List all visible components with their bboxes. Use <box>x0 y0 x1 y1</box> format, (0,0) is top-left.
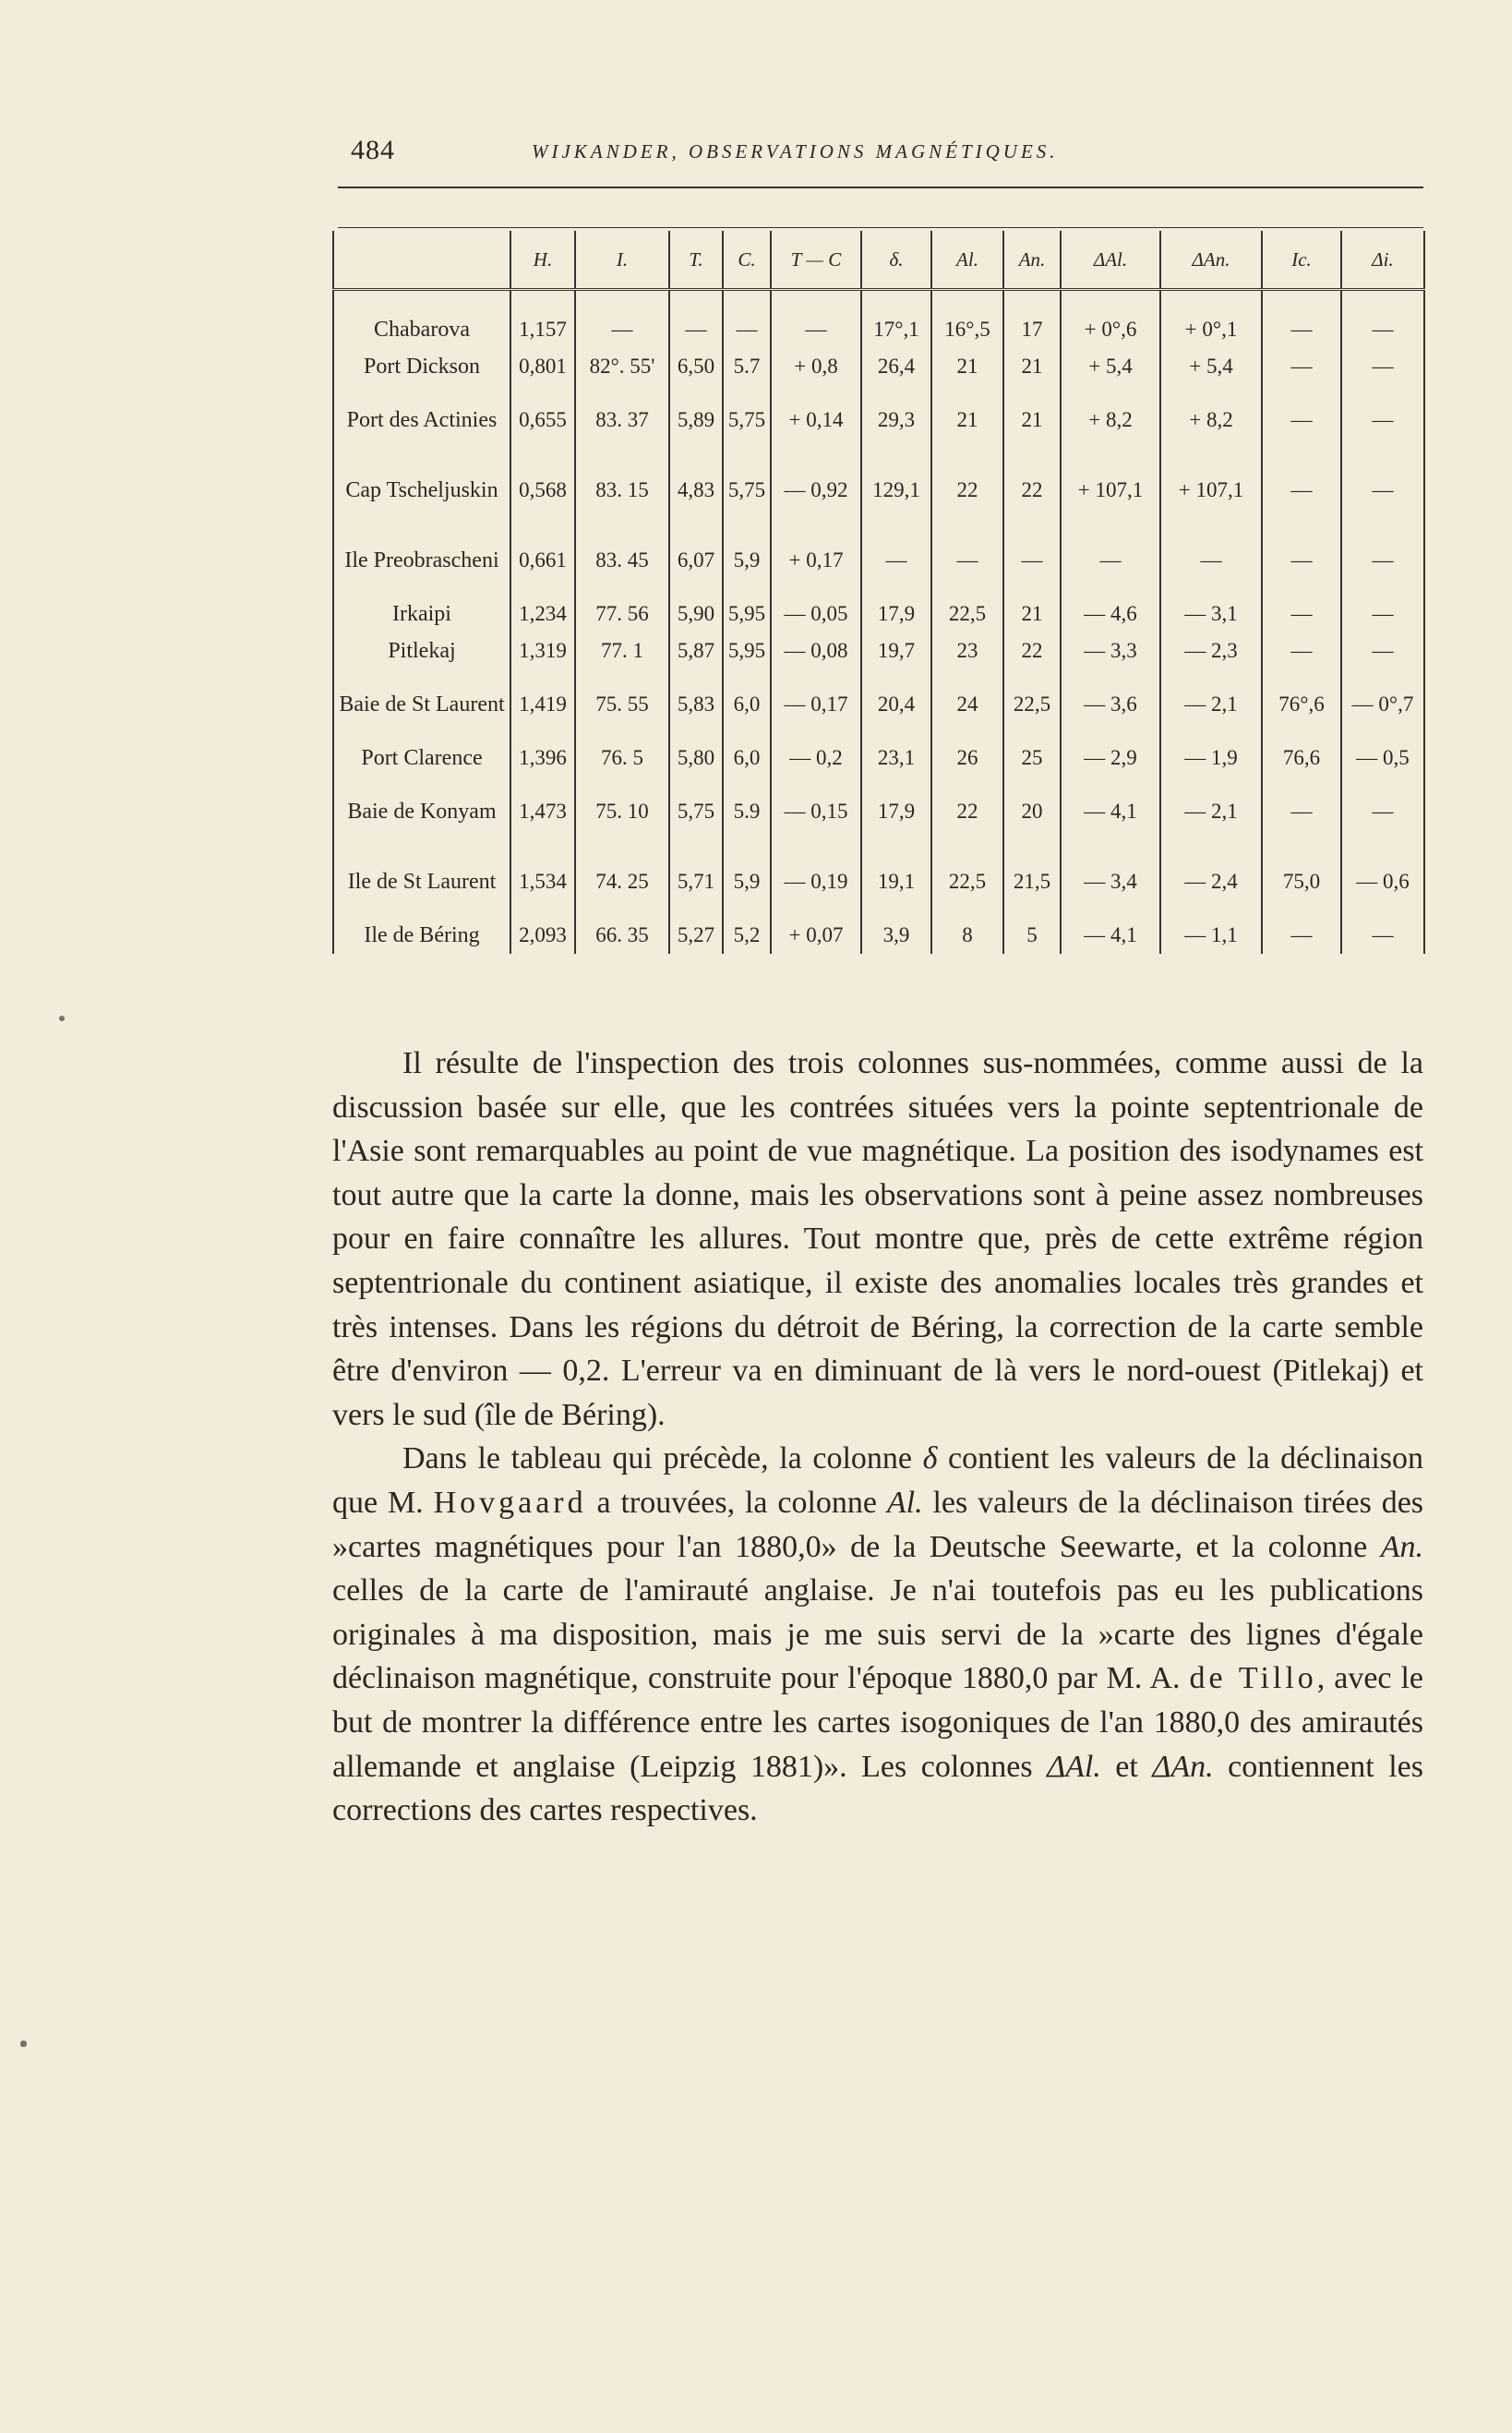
table-cell: — <box>1003 525 1061 596</box>
name-hovgaard: Hovgaard <box>433 1485 587 1520</box>
table-cell: 22 <box>1003 455 1061 525</box>
an-symbol: An. <box>1380 1529 1423 1564</box>
table-cell: — 2,3 <box>1160 632 1262 669</box>
table-cell: 5.7 <box>723 348 771 385</box>
table-cell: 17°,1 <box>861 311 931 348</box>
p2-text-h: contiennent les corrections des cartes respectives. <box>332 1749 1423 1828</box>
table-cell: — <box>861 525 931 596</box>
delta-an-symbol: ΔAn. <box>1152 1749 1214 1784</box>
table-cell: 3,9 <box>861 917 931 954</box>
table-cell: — <box>669 311 723 348</box>
table-cell: — 0°,7 <box>1341 669 1424 740</box>
spacer-row <box>333 290 1424 312</box>
table-header-row <box>333 231 1424 290</box>
table-cell: — <box>1061 525 1160 596</box>
table-cell: — <box>771 311 861 348</box>
table-cell: — 0,5 <box>1341 740 1424 777</box>
header-rule <box>338 227 1423 228</box>
table-cell: — <box>1341 455 1424 525</box>
table-cell: 21 <box>1003 348 1061 385</box>
column-header: Ic. <box>1262 231 1341 290</box>
table-cell: — <box>1160 525 1262 596</box>
table-row <box>333 740 1424 777</box>
table-cell: 1,319 <box>510 632 575 669</box>
column-header: ΔAl. <box>1061 231 1160 290</box>
table-cell: — 2,9 <box>1061 740 1160 777</box>
table-cell: + 0,07 <box>771 917 861 954</box>
table-cell: + 0°,1 <box>1160 311 1262 348</box>
table-cell: 24 <box>931 669 1003 740</box>
table-cell: + 107,1 <box>1160 455 1262 525</box>
table-cell: 76,6 <box>1262 740 1341 777</box>
table-row <box>333 669 1424 740</box>
table-cell: 21 <box>931 348 1003 385</box>
column-header <box>333 231 510 290</box>
table-row <box>333 525 1424 596</box>
table-cell: 26,4 <box>861 348 931 385</box>
p2-text-b: contient les valeurs de la déclinaison que M. <box>332 1441 1423 1520</box>
table-cell: + 5,4 <box>1061 348 1160 385</box>
table-cell: 22 <box>931 777 1003 847</box>
table-cell: 5.9 <box>723 777 771 847</box>
table-cell: — 0,17 <box>771 669 861 740</box>
table-cell: 83. 15 <box>575 455 669 525</box>
table-cell: — <box>1262 311 1341 348</box>
table-cell: 5,75 <box>723 455 771 525</box>
table-cell: + 8,2 <box>1160 385 1262 455</box>
table-cell: 6,0 <box>723 740 771 777</box>
table-cell: 21 <box>931 385 1003 455</box>
station-name: Port Dickson <box>333 348 510 385</box>
table-cell: — <box>931 525 1003 596</box>
table-cell: — 0,15 <box>771 777 861 847</box>
table-cell: — 3,1 <box>1160 596 1262 632</box>
table-cell: 1,234 <box>510 596 575 632</box>
table-cell: — 0,08 <box>771 632 861 669</box>
table-cell: 5,89 <box>669 385 723 455</box>
table-cell: — <box>1262 525 1341 596</box>
table-cell: 5,95 <box>723 596 771 632</box>
table-cell: 76. 5 <box>575 740 669 777</box>
table-cell: — <box>1262 348 1341 385</box>
table-cell: 76°,6 <box>1262 669 1341 740</box>
table-cell: 0,661 <box>510 525 575 596</box>
table-cell: 1,396 <box>510 740 575 777</box>
table-cell: 5 <box>1003 917 1061 954</box>
delta-al-symbol: ΔAl. <box>1047 1749 1101 1784</box>
table-cell: 5,75 <box>669 777 723 847</box>
al-symbol: Al. <box>886 1485 923 1520</box>
table-cell: 23 <box>931 632 1003 669</box>
table-cell: 5,27 <box>669 917 723 954</box>
column-header: Δi. <box>1341 231 1424 290</box>
table-cell: 22,5 <box>1003 669 1061 740</box>
table-row <box>333 917 1424 954</box>
table-cell: — <box>575 311 669 348</box>
name-tillo: de Tillo <box>1189 1661 1317 1696</box>
table-cell: 5,71 <box>669 847 723 917</box>
table-cell: — <box>1341 525 1424 596</box>
table-cell: — 2,1 <box>1160 669 1262 740</box>
table-row <box>333 348 1424 385</box>
table-cell: 6,50 <box>669 348 723 385</box>
table-cell: + 0,14 <box>771 385 861 455</box>
p2-text-f: , avec le but de montrer la différence entre les cartes isogoniques de l'an 1880,0 des amirautés allemande et anglaise (Leipzig 1881)». Les colonnes <box>332 1661 1423 1784</box>
page-number: 484 <box>351 135 395 165</box>
table-cell: 6,07 <box>669 525 723 596</box>
table-row <box>333 311 1424 348</box>
column-header: An. <box>1003 231 1061 290</box>
table-cell: 17 <box>1003 311 1061 348</box>
table-row <box>333 385 1424 455</box>
table-cell: — 0,05 <box>771 596 861 632</box>
page-header <box>351 135 1422 172</box>
table-cell: 75,0 <box>1262 847 1341 917</box>
table-cell: — <box>1341 777 1424 847</box>
column-header: T — C <box>771 231 861 290</box>
table-cell: 66. 35 <box>575 917 669 954</box>
table-cell: — 0,19 <box>771 847 861 917</box>
magnetic-observations-table <box>332 231 1425 954</box>
table-cell: 1,473 <box>510 777 575 847</box>
table-cell: — 3,4 <box>1061 847 1160 917</box>
table-cell: 17,9 <box>861 596 931 632</box>
table-cell: 6,0 <box>723 669 771 740</box>
table-cell: — <box>723 311 771 348</box>
table-cell: 19,7 <box>861 632 931 669</box>
table-row <box>333 847 1424 917</box>
station-name: Irkaipi <box>333 596 510 632</box>
station-name: Cap Tscheljuskin <box>333 455 510 525</box>
station-name: Ile de St Laurent <box>333 847 510 917</box>
table-cell: 75. 55 <box>575 669 669 740</box>
table-cell: — 1,9 <box>1160 740 1262 777</box>
table-cell: 29,3 <box>861 385 931 455</box>
table-cell: — <box>1341 917 1424 954</box>
station-name: Ile de Béring <box>333 917 510 954</box>
table-cell: 1,534 <box>510 847 575 917</box>
table-cell: — 3,6 <box>1061 669 1160 740</box>
table-row <box>333 455 1424 525</box>
paragraph-1: Il résulte de l'inspection des trois colonnes sus-nommées, comme aussi de la discussion basée sur elle, que les contrées situées vers la pointe septentrionale de l'Asie sont remarquables au point de vue magnétique. La position des isodynames est tout autre que la carte la donne, mais les observations sont à peine assez nombreuses pour en faire connaître les allures. Tout montre que, près de cette extrême région septentrionale du continent asiatique, il existe des anomalies locales très grandes et très intenses. Dans les régions du détroit de Béring, la correction de la carte semble être d'environ — 0,2. L'erreur va en diminuant de là vers le nord-ouest (Pitlekaj) et vers le sud (île de Béring). <box>332 1046 1423 1432</box>
table-cell: 83. 37 <box>575 385 669 455</box>
p2-text-c: a trouvées, la colonne <box>586 1485 887 1520</box>
table-cell: 21,5 <box>1003 847 1061 917</box>
p2-text-d: les valeurs de la déclinaison tirées des »cartes magnétiques pour l'an 1880,0» de la Deutsche Seewarte, et la colonne <box>332 1485 1424 1564</box>
table-cell: 75. 10 <box>575 777 669 847</box>
table-cell: — 0,6 <box>1341 847 1424 917</box>
table-cell: — <box>1341 632 1424 669</box>
table-cell: + 5,4 <box>1160 348 1262 385</box>
table-cell: — <box>1341 311 1424 348</box>
table-cell: 23,1 <box>861 740 931 777</box>
table-cell: 0,568 <box>510 455 575 525</box>
table-cell: 5,80 <box>669 740 723 777</box>
table-cell: 21 <box>1003 596 1061 632</box>
top-rule <box>338 187 1423 188</box>
table-cell: — 0,2 <box>771 740 861 777</box>
column-header: H. <box>510 231 575 290</box>
table-cell: 22,5 <box>931 596 1003 632</box>
station-name: Pitlekaj <box>333 632 510 669</box>
paper-speck <box>59 1016 65 1021</box>
table-cell: 22 <box>931 455 1003 525</box>
column-header: Al. <box>931 231 1003 290</box>
table-cell: — 0,92 <box>771 455 861 525</box>
table-cell: 77. 1 <box>575 632 669 669</box>
table-cell: 17,9 <box>861 777 931 847</box>
station-name: Baie de Konyam <box>333 777 510 847</box>
table-cell: 5,9 <box>723 525 771 596</box>
table-cell: 4,83 <box>669 455 723 525</box>
station-name: Port des Actinies <box>333 385 510 455</box>
station-name: Chabarova <box>333 311 510 348</box>
table-cell: 77. 56 <box>575 596 669 632</box>
column-header: δ. <box>861 231 931 290</box>
table-cell: 0,655 <box>510 385 575 455</box>
table-cell: — <box>1341 385 1424 455</box>
table-cell: + 0,8 <box>771 348 861 385</box>
table-cell: 2,093 <box>510 917 575 954</box>
table-cell: 0,801 <box>510 348 575 385</box>
paper-speck <box>20 2041 27 2047</box>
table-cell: 26 <box>931 740 1003 777</box>
table-cell: 129,1 <box>861 455 931 525</box>
column-header: T. <box>669 231 723 290</box>
table-cell: — <box>1262 385 1341 455</box>
table-cell: — 4,1 <box>1061 777 1160 847</box>
table-row <box>333 596 1424 632</box>
running-title: WIJKANDER, OBSERVATIONS MAGNÉTIQUES. <box>532 140 1059 163</box>
table-cell: 5,83 <box>669 669 723 740</box>
station-name: Baie de St Laurent <box>333 669 510 740</box>
table-cell: 25 <box>1003 740 1061 777</box>
table-cell: — 4,1 <box>1061 917 1160 954</box>
table-cell: + 107,1 <box>1061 455 1160 525</box>
table-cell: — <box>1341 348 1424 385</box>
p2-text-e: celles de la carte de l'amirauté anglaise. Je n'ai toutefois pas eu les publications originales à ma disposition, mais je me suis servi de la »carte des lignes d'égale déclinaison magnétique, construite pour l'époque 1880,0 par M. A. <box>332 1573 1423 1696</box>
table-cell: — 3,3 <box>1061 632 1160 669</box>
station-name: Port Clarence <box>333 740 510 777</box>
table-cell: 5,75 <box>723 385 771 455</box>
table-cell: 5,90 <box>669 596 723 632</box>
table-cell: 5,2 <box>723 917 771 954</box>
column-header: ΔAn. <box>1160 231 1262 290</box>
table-cell: 5,9 <box>723 847 771 917</box>
table-cell: — <box>1262 596 1341 632</box>
table-cell: — 2,4 <box>1160 847 1262 917</box>
table-cell: 19,1 <box>861 847 931 917</box>
table-cell: 21 <box>1003 385 1061 455</box>
column-header: C. <box>723 231 771 290</box>
p2-text-a: Dans le tableau qui précède, la colonne <box>402 1441 923 1476</box>
table-cell: — <box>1341 596 1424 632</box>
table-cell: 20 <box>1003 777 1061 847</box>
table-cell: 74. 25 <box>575 847 669 917</box>
body-text <box>332 1042 1423 1833</box>
table-cell: 16°,5 <box>931 311 1003 348</box>
table-cell: — 2,1 <box>1160 777 1262 847</box>
table-cell: — <box>1262 455 1341 525</box>
table-cell: 8 <box>931 917 1003 954</box>
delta-symbol: δ <box>922 1441 938 1476</box>
table-cell: 1,419 <box>510 669 575 740</box>
table-cell: 83. 45 <box>575 525 669 596</box>
p2-text-g: et <box>1100 1749 1153 1784</box>
table-cell: 22 <box>1003 632 1061 669</box>
table-cell: 82°. 55' <box>575 348 669 385</box>
table-cell: 5,95 <box>723 632 771 669</box>
table-cell: — 1,1 <box>1160 917 1262 954</box>
paragraph-2 <box>332 1437 1423 1832</box>
table-row <box>333 777 1424 847</box>
table-cell: + 0,17 <box>771 525 861 596</box>
table-cell: 22,5 <box>931 847 1003 917</box>
table-cell: — <box>1262 632 1341 669</box>
column-header: I. <box>575 231 669 290</box>
table-cell: 20,4 <box>861 669 931 740</box>
table-cell: + 8,2 <box>1061 385 1160 455</box>
table-cell: — <box>1262 777 1341 847</box>
table-cell: 1,157 <box>510 311 575 348</box>
table-cell: 5,87 <box>669 632 723 669</box>
table-cell: — 4,6 <box>1061 596 1160 632</box>
table-row <box>333 632 1424 669</box>
table-cell: + 0°,6 <box>1061 311 1160 348</box>
station-name: Ile Preobrascheni <box>333 525 510 596</box>
table-cell: — <box>1262 917 1341 954</box>
